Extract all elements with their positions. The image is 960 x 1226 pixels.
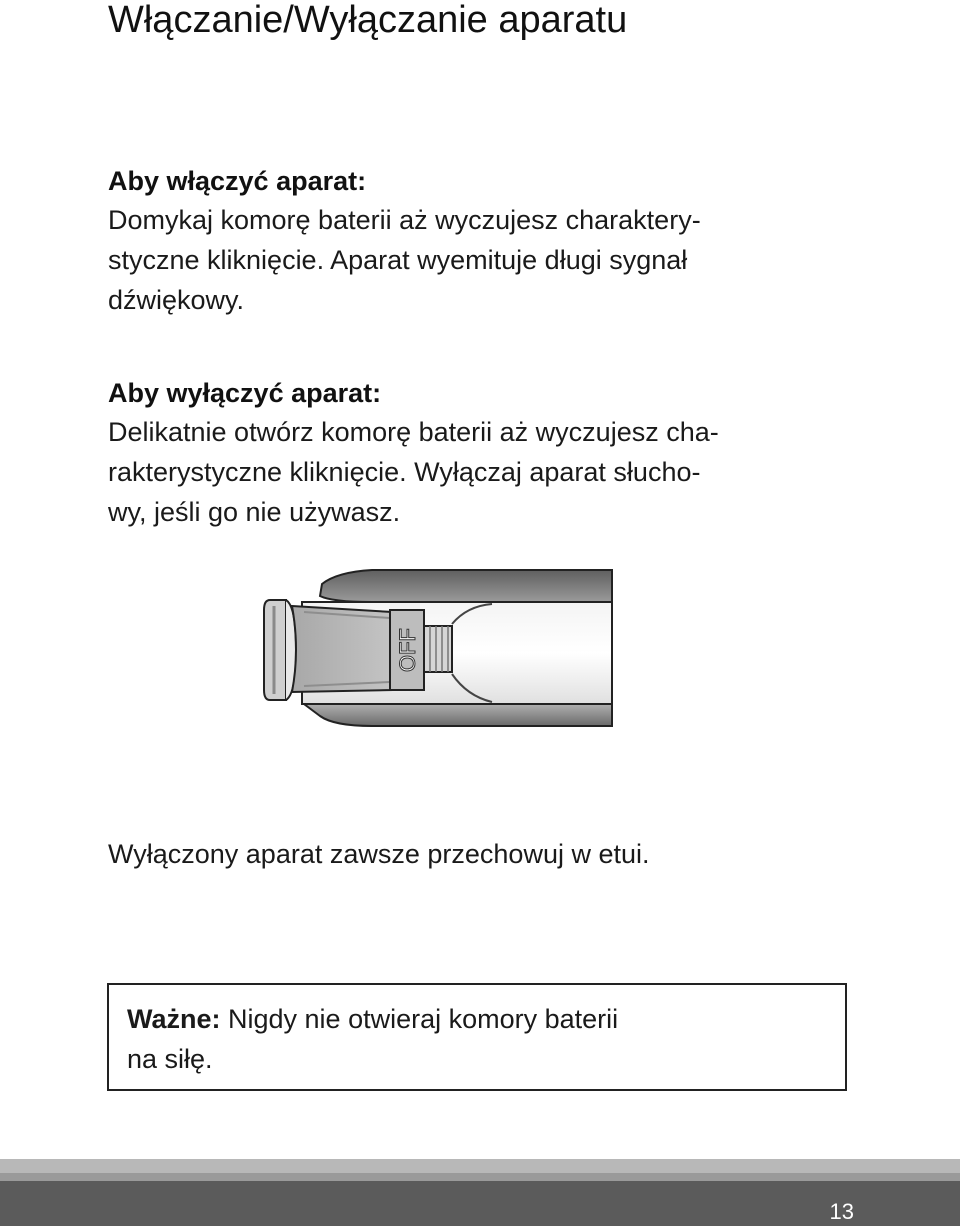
turn-off-line: Delikatnie otwórz komorę baterii aż wyczujesz cha- bbox=[108, 417, 719, 447]
footer-band-mid bbox=[0, 1173, 960, 1181]
off-label: OFF bbox=[395, 628, 420, 672]
important-note-box bbox=[107, 983, 847, 1091]
turn-off-section bbox=[108, 374, 868, 532]
important-label: Ważne: bbox=[127, 1004, 221, 1034]
storage-note: Wyłączony aparat zawsze przechowuj w etui. bbox=[108, 839, 650, 869]
turn-on-line: Domykaj komorę baterii aż wyczujesz charaktery- bbox=[108, 205, 701, 235]
hearing-aid-battery-door-off-icon bbox=[262, 566, 614, 732]
important-text: Nigdy nie otwieraj komory baterii bbox=[220, 1004, 619, 1034]
page-number: 13 bbox=[829, 1199, 854, 1224]
battery-door bbox=[292, 606, 392, 692]
casing-top-band bbox=[320, 570, 612, 602]
turn-off-line: wy, jeśli go nie używasz. bbox=[108, 497, 401, 527]
footer-band-dark bbox=[0, 1181, 960, 1226]
turn-off-heading: Aby wyłączyć aparat: bbox=[108, 378, 382, 408]
important-line-2: na siłę. bbox=[127, 1044, 213, 1074]
casing-bottom-band bbox=[304, 704, 612, 726]
turn-on-line: styczne kliknięcie. Aparat wyemituje długi sygnał bbox=[108, 245, 688, 275]
turn-off-line: rakterystyczne kliknięcie. Wyłączaj aparat słucho- bbox=[108, 457, 701, 487]
footer-band-light bbox=[0, 1159, 960, 1173]
important-line-1 bbox=[127, 999, 827, 1039]
page-title: Włączanie/Wyłączanie aparatu bbox=[108, 0, 628, 41]
turn-on-line: dźwiękowy. bbox=[108, 285, 245, 315]
turn-on-heading: Aby włączyć aparat: bbox=[108, 166, 367, 196]
turn-on-section bbox=[108, 162, 868, 320]
hearing-aid-off-illustration bbox=[262, 566, 614, 732]
